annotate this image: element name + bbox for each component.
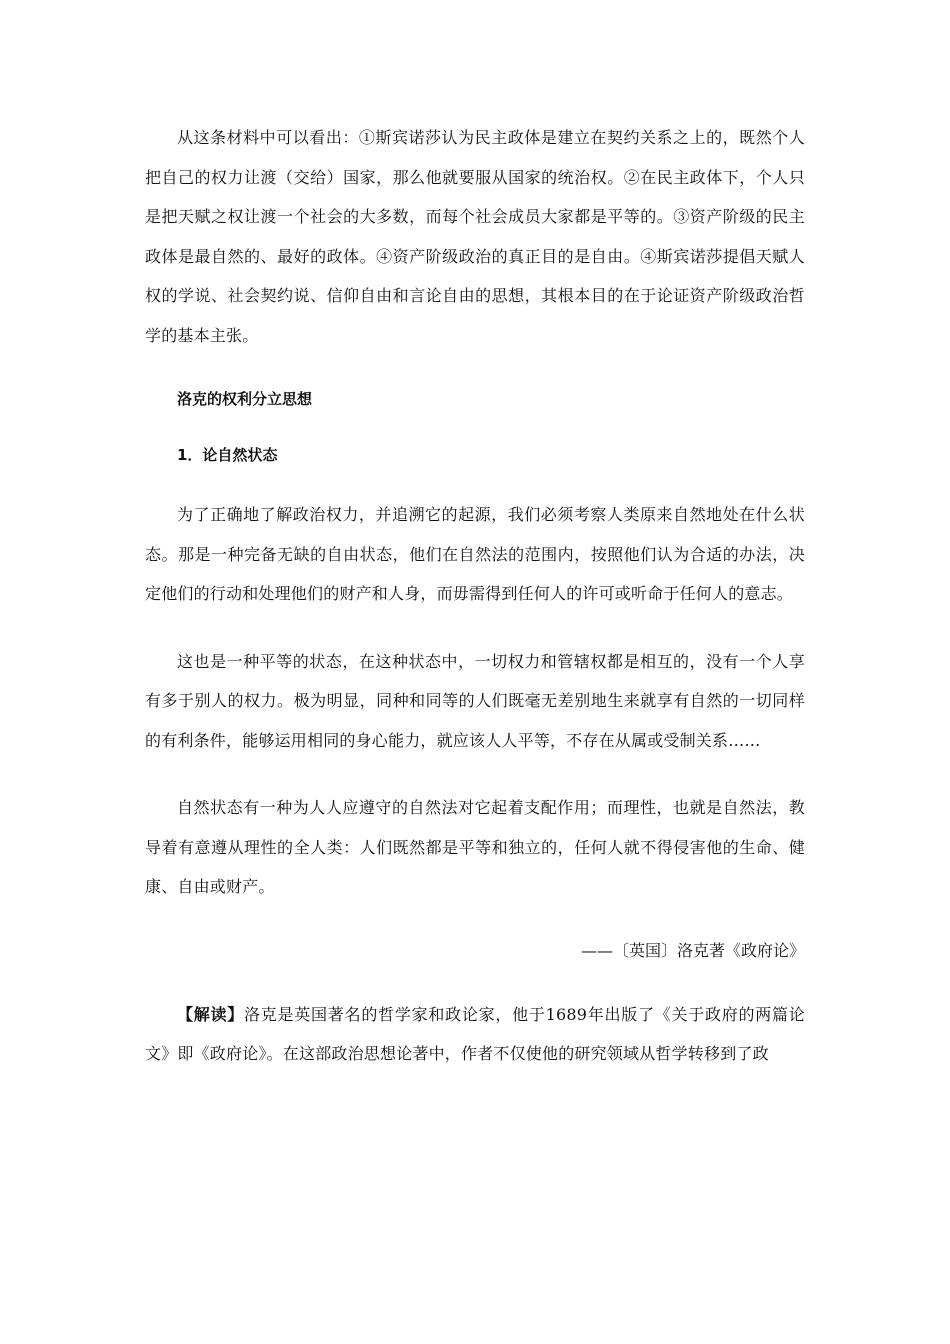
spacer [145,907,805,939]
spacer [145,467,805,495]
spacer [145,760,805,788]
spinoza-summary-paragraph: 从这条材料中可以看出：①斯宾诺莎认为民主政体是建立在契约关系之上的，既然个人把自己的权力让渡（交给）国家，那么他就要服从国家的统治权。②在民主政体下，个人只是把天赋之权让渡一个社会的大多数，而每个社会成员大家都是平等的。③资产阶级的民主政体是最自然的、最好的政体。④资产阶级政治的真正目的是自由。④斯宾诺莎提倡天赋人权的学说、社会契约说、信仰自由和言论自由的思想，其根本目的在于论证资产阶级政治哲学的基本主张。 [145,128,805,345]
locke-paragraph-2: 这也是一种平等的状态，在这种状态中，一切权力和管辖权都是相互的，没有一个人享有多于别人的权力。极为明显，同种和同等的人们既毫无差别地生来就享有自然的一切同样的有利条件，能够运用相同的身心能力，就应该人人平等，不存在从属或受制关系…… [145,651,805,750]
subsection-heading: 1．论自然状态 [177,446,278,464]
spacer [145,411,805,443]
interpretation-text: 洛克是英国著名的哲学家和政论家，他于1689年出版了《关于政府的两篇论文》即《政府论》。在这部政治思想论著中，作者不仅使他的研究领域从哲学转移到了政 [145,1004,805,1063]
spacer [145,963,805,995]
document-page [145,118,805,1074]
section-heading: 洛克的权利分立思想 [177,390,313,408]
interpretation-paragraph [145,995,805,1074]
source-citation: ——〔英国〕洛克著《政府论》 [580,940,805,960]
interpretation-label: 【解读】 [177,1004,245,1024]
spacer [145,614,805,642]
spacer [145,355,805,387]
locke-paragraph-3: 自然状态有一种为人人应遵守的自然法对它起着支配作用；而理性，也就是自然法，教导着有意遵从理性的全人类：人们既然都是平等和独立的，任何人就不得侵害他的生命、健康、自由或财产。 [145,798,805,896]
locke-paragraph-1: 为了正确地了解政治权力，并追溯它的起源，我们必须考察人类原来自然地处在什么状态。那是一种完备无缺的自由状态，他们在自然法的范围内，按照他们认为合适的办法，决定他们的行动和处理他们的财产和人身，而毋需得到任何人的许可或听命于任何人的意志。 [145,505,805,603]
